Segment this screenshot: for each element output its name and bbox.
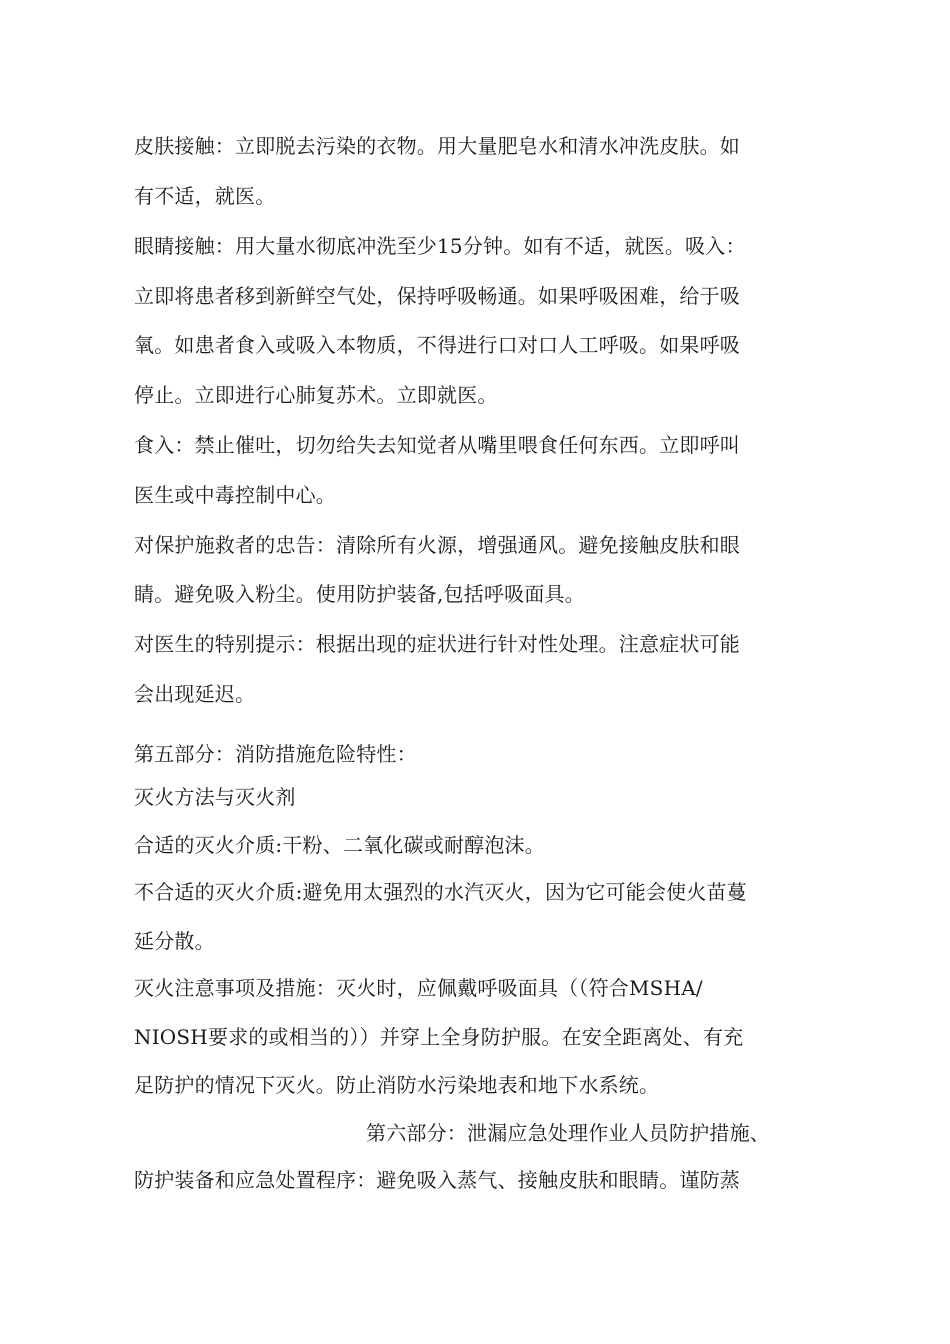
body-text-line: 不合适的灭火介质:避免用太强烈的水汽灭火，因为它可能会使火苗蔓 xyxy=(134,880,747,904)
body-text-line: 合适的灭火介质:干粉、二氧化碳或耐醇泡沫。 xyxy=(134,833,545,857)
body-text-line: 对医生的特别提示：根据出现的症状进行针对性处理。注意症状可能 xyxy=(134,632,740,656)
body-text-line: 足防护的情况下灭火。防止消防水污染地表和地下水系统。 xyxy=(134,1073,660,1097)
body-text-line: 立即将患者移到新鲜空气处，保持呼吸畅通。如果呼吸困难，给于吸 xyxy=(134,284,740,308)
body-text-line: 睛。避免吸入粉尘。使用防护装备,包括呼吸面具。 xyxy=(134,582,585,606)
subsection-heading: 灭火方法与灭火剂 xyxy=(134,785,296,809)
body-text-line: 食入：禁止催吐，切勿给失去知觉者从嘴里喂食任何东西。立即呼叫 xyxy=(134,433,740,457)
body-text-line: 停止。立即进行心肺复苏术。立即就医。 xyxy=(134,383,498,407)
section-heading: 第五部分：消防措施危险特性： xyxy=(134,742,417,766)
body-text-line: 延分散。 xyxy=(134,929,215,953)
body-text-line: 灭火注意事项及措施：灭火时，应佩戴呼吸面具（（符合MSHA/ xyxy=(134,976,703,1000)
body-text-line: 氧。如患者食入或吸入本物质，不得进行口对口人工呼吸。如果呼吸 xyxy=(134,333,740,357)
body-text-line: 防护装备和应急处置程序：避免吸入蒸气、接触皮肤和眼睛。谨防蒸 xyxy=(134,1168,740,1192)
body-text-line: 皮肤接触：立即脱去污染的衣物。用大量肥皂水和清水冲洗皮肤。如 xyxy=(134,134,740,158)
section-heading: 第六部分：泄漏应急处理作业人员防护措施、 xyxy=(366,1121,770,1145)
body-text-line: 医生或中毒控制中心。 xyxy=(134,483,336,507)
body-text-line: 有不适，就医。 xyxy=(134,184,276,208)
body-text-line: 会出现延迟。 xyxy=(134,682,256,706)
body-text-line: NIOSH要求的或相当的））并穿上全身防护服。在安全距离处、有充 xyxy=(134,1025,744,1049)
body-text-line: 眼睛接触：用大量水彻底冲洗至少15分钟。如有不适，就医。吸入： xyxy=(134,234,746,258)
body-text-line: 对保护施救者的忠告：清除所有火源，增强通风。避免接触皮肤和眼 xyxy=(134,533,740,557)
